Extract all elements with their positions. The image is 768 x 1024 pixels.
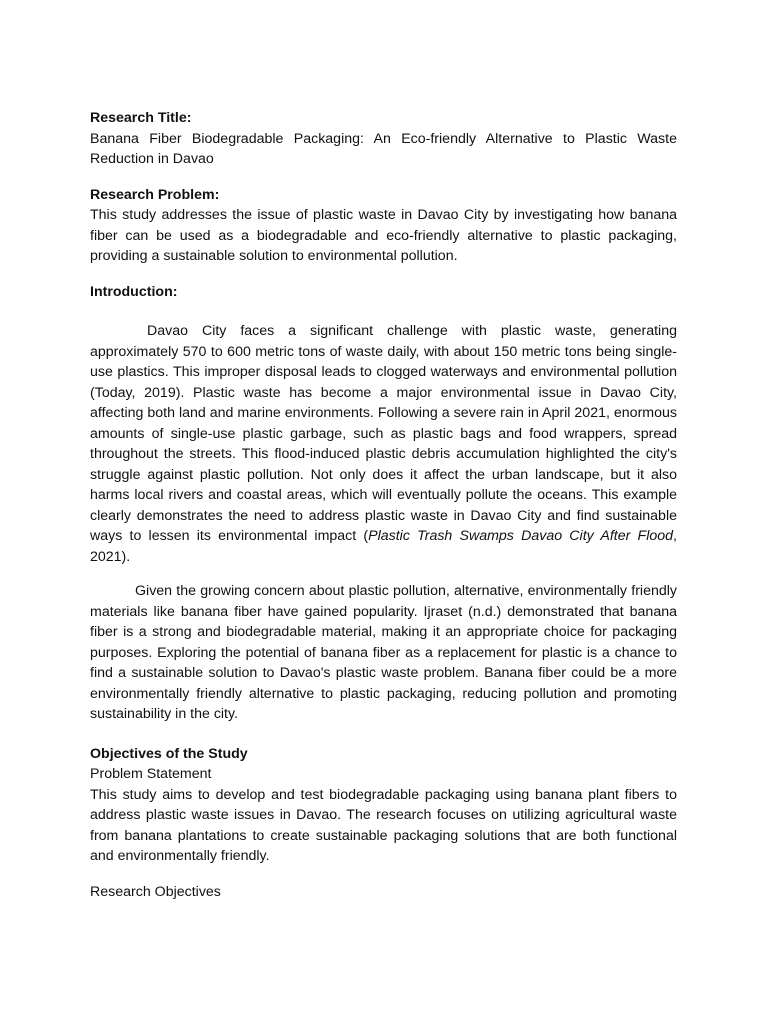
research-objectives-label: Research Objectives <box>90 883 221 900</box>
intro-p1-citation: Plastic Trash Swamps Davao City After Flood <box>368 528 674 544</box>
intro-p1-citation-end: , 2021). <box>90 528 677 565</box>
research-problem-heading: Research Problem: <box>90 186 220 203</box>
research-problem-text: This study addresses the issue of plastic waste in Davao City by investigating how banana fiber can be used as a biodegradable and eco-friendly alternative to plastic packaging, providing a sustainable solution to environmental pollution. <box>90 207 677 264</box>
spacer <box>90 170 677 185</box>
objectives-heading: Objectives of the Study <box>90 745 248 762</box>
introduction-paragraph-1 <box>90 321 677 567</box>
document-page <box>90 108 677 902</box>
spacer <box>90 725 677 744</box>
intro-p1-text: Davao City faces a significant challenge with plastic waste, generating approximately 570 to 600 metric tons of waste daily, with about 150 metric tons being single-use plastics. This improper disposal leads to clogged waterways and environmental pollution (Today, 2019). Plastic waste has become a major environmental issue in Davao City, affecting both land and marine environments. Following a severe rain in April 2021, enormous amounts of single-use plastic garbage, such as plastic bags and food wrappers, spread throughout the streets. This flood-induced plastic debris accumulation highlighted the city's struggle against plastic pollution. Not only does it affect the urban landscape, but it also harms local rivers and coastal areas, which will eventually pollute the oceans. This example clearly demonstrates the need to address plastic waste in Davao City and find sustainable ways to lessen its environmental impact ( <box>90 323 677 544</box>
research-title-text: Banana Fiber Biodegradable Packaging: An Eco-friendly Alternative to Plastic Waste Reduction in Davao <box>90 130 677 167</box>
spacer <box>90 267 677 282</box>
introduction-heading: Introduction: <box>90 283 178 300</box>
spacer <box>90 302 677 321</box>
problem-statement-text: This study aims to develop and test biodegradable packaging using banana plant fibers to address plastic waste issues in Davao. The research focuses on utilizing agricultural waste from banana plantations to create sustainable packaging solutions that are both functional and environmentally friendly. <box>90 786 677 864</box>
spacer <box>90 867 677 882</box>
research-title-heading: Research Title: <box>90 110 192 126</box>
introduction-paragraph-2: Given the growing concern about plastic pollution, alternative, environmentally friendly materials like banana fiber have gained popularity. Ijraset (n.d.) demonstrated that banana fiber is a strong and biodegradable material, making it an appropriate choice for packaging purposes. Exploring the potential of banana fiber as a replacement for plastic is a chance to find a sustainable solution to Davao's plastic waste problem. Banana fiber could be a more environmentally friendly alternative to plastic packaging, reducing pollution and promoting sustainability in the city. <box>90 583 677 722</box>
problem-statement-label: Problem Statement <box>90 766 212 782</box>
spacer <box>90 567 677 581</box>
